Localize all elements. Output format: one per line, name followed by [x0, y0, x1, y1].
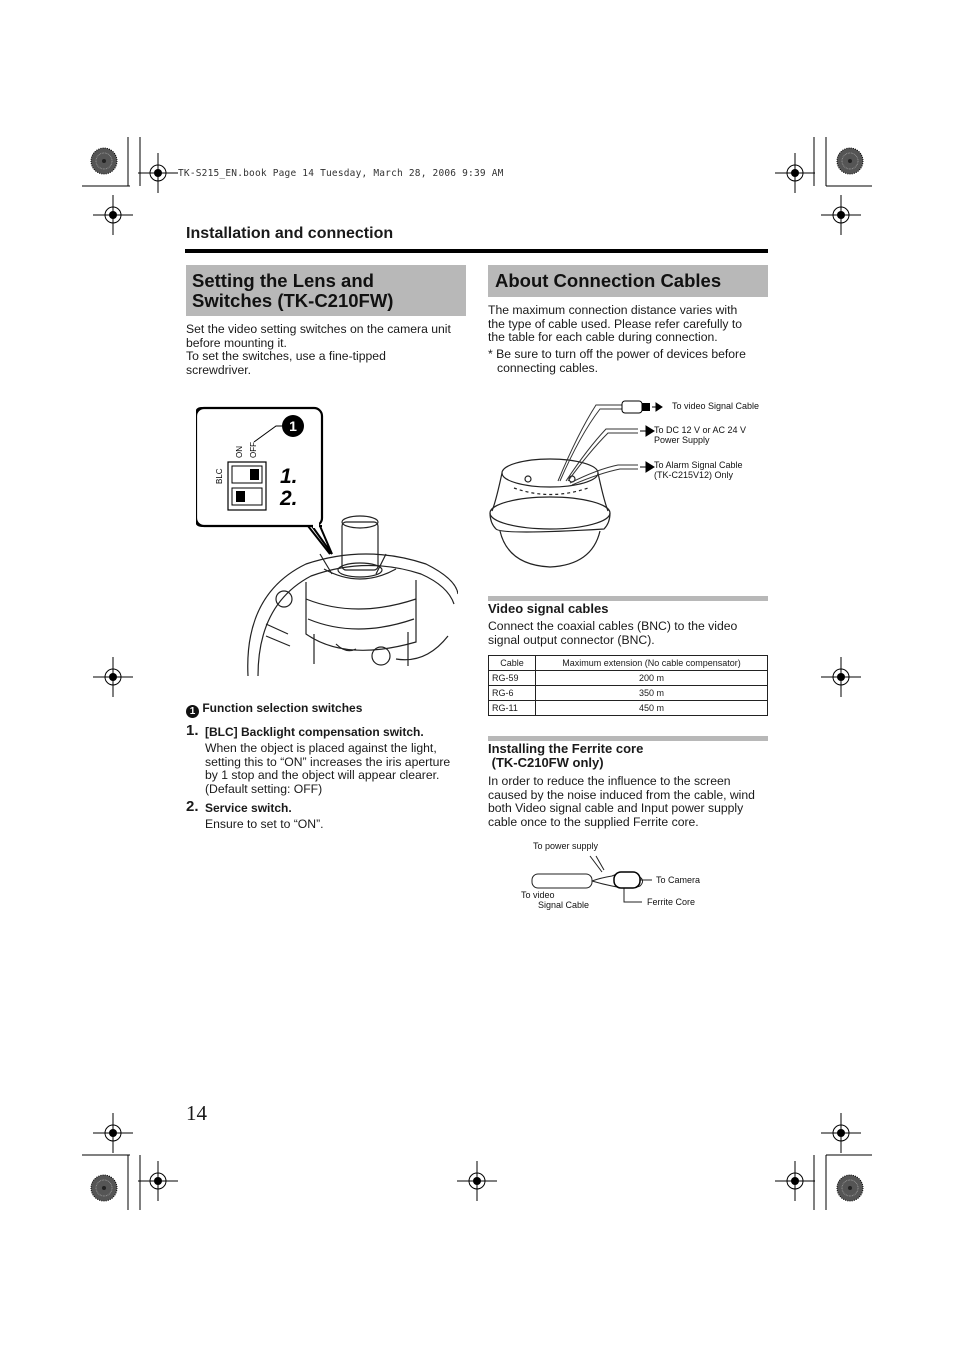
cable-cell: RG-11	[489, 701, 536, 716]
ferrite-body-line: both Video signal cable and Input power supply	[488, 801, 744, 816]
item-1-body	[205, 742, 470, 796]
cable-cell: RG-6	[489, 686, 536, 701]
arrow-video	[652, 403, 662, 411]
cable-table	[488, 655, 768, 716]
alarm-label-line: To Alarm Signal Cable	[654, 460, 743, 470]
lens-intro	[186, 323, 468, 377]
callout-tail	[312, 526, 332, 554]
item-2-number: 2.	[186, 798, 199, 815]
label-to-alarm	[654, 460, 743, 480]
ferrite-heading-line: Installing the Ferrite core	[488, 741, 644, 756]
bnc-connector	[622, 401, 642, 413]
extension-cell: 200 m	[536, 671, 768, 686]
connection-cables-title: About Connection Cables	[495, 270, 722, 291]
label-to-power-supply: To power supply	[533, 841, 599, 851]
power-label-line: To DC 12 V or AC 24 V	[654, 425, 747, 435]
ferrite-body-line: cable once to the supplied Ferrite core.	[488, 814, 699, 829]
item-1-line: (Default setting: OFF)	[205, 781, 323, 796]
callout-number: 1	[289, 418, 297, 434]
table-row	[489, 701, 768, 716]
item-1-title: [BLC] Backlight compensation switch.	[205, 725, 424, 739]
cables-intro-line: the type of cable used. Please refer carefully to	[488, 316, 743, 331]
connection-cables-title-bar	[488, 265, 768, 297]
cables-intro-line: the table for each cable during connection.	[488, 330, 718, 345]
ferrite-core	[614, 872, 640, 888]
page-number: 14	[186, 1101, 207, 1125]
header-max-extension: Maximum extension (No cable compensator)	[536, 656, 768, 671]
cables-intro-line: The maximum connection distance varies with	[488, 303, 738, 317]
video-cables-heading: Video signal cables	[488, 601, 609, 616]
ferrite-body-line: caused by the noise induced from the cable, wind	[488, 787, 755, 802]
function-selection-heading	[186, 702, 362, 718]
intro-line: To set the switches, use a fine-tipped	[186, 349, 386, 364]
extension-cell: 450 m	[536, 701, 768, 716]
arrow-power	[640, 426, 654, 436]
video-cable-label-line: Signal Cable	[538, 900, 590, 910]
ferrite-body-line: In order to reduce the influence to the screen	[488, 774, 731, 788]
step-1-label: 1.	[280, 465, 298, 488]
label-to-video-signal-cable	[521, 890, 589, 910]
ferrite-heading	[488, 742, 643, 770]
function-title: Function selection switches	[202, 701, 363, 715]
header-cable: Cable	[489, 656, 536, 671]
power-label-line: Power Supply	[654, 435, 710, 445]
video-cable-label-line: To video	[521, 890, 555, 900]
off-label: OFF	[249, 442, 258, 458]
switch-2-knob	[236, 491, 245, 502]
switch-1-knob	[250, 469, 259, 480]
section-header: Installation and connection	[186, 225, 394, 242]
label-to-power	[654, 425, 746, 445]
label-to-video-signal: To video Signal Cable	[672, 401, 760, 411]
item-2-title: Service switch.	[205, 801, 292, 815]
table-row	[489, 671, 768, 686]
ferrite-body	[488, 775, 770, 829]
function-number-badge: 1	[186, 705, 199, 718]
table-header-row	[489, 656, 768, 671]
note-line: connecting cables.	[497, 360, 598, 375]
extension-cell: 350 m	[536, 686, 768, 701]
book-info-line: TK-S215_EN.book Page 14 Tuesday, March 28, 2006 9:39 AM	[178, 168, 504, 179]
header-rule	[185, 249, 768, 253]
video-cables-body	[488, 620, 770, 647]
intro-line: screwdriver.	[186, 362, 252, 377]
cable-cell: RG-59	[489, 671, 536, 686]
lens-switches-title	[186, 265, 466, 311]
item-1-line: by 1 stop and the object will appear clearer.	[205, 768, 440, 783]
item-2-body: Ensure to set to “ON”.	[205, 817, 324, 831]
cables-intro	[488, 304, 770, 345]
title-line-1: Setting the Lens and	[192, 270, 374, 291]
lens-switches-title-bar	[186, 265, 466, 316]
bnc-tip	[642, 403, 650, 411]
blc-label: BLC	[215, 468, 224, 484]
table-row	[489, 686, 768, 701]
alarm-label-line: (TK-C215V12) Only	[654, 470, 734, 480]
camera-body-illustration	[248, 516, 458, 676]
video-body-line: Connect the coaxial cables (BNC) to the video	[488, 619, 738, 633]
arrow-alarm	[640, 462, 654, 472]
dome-camera-illustration	[490, 459, 610, 567]
cables-note	[488, 348, 770, 375]
label-ferrite-core: Ferrite Core	[647, 897, 696, 907]
on-label: ON	[235, 446, 244, 458]
intro-line: Set the video setting switches on the camera unit	[186, 322, 451, 336]
item-1-number: 1.	[186, 722, 199, 739]
video-body-line: signal output connector (BNC).	[488, 632, 655, 647]
step-2-label: 2.	[280, 487, 298, 510]
item-1-line: When the object is placed against the light,	[205, 741, 437, 755]
label-to-camera: To Camera	[656, 875, 701, 885]
cable-figure	[488, 393, 768, 573]
title-line-2: Switches (TK-C210FW)	[192, 290, 394, 311]
intro-line: before mounting it.	[186, 335, 287, 350]
ferrite-heading-line: (TK-C210FW only)	[488, 755, 604, 770]
note-line: * Be sure to turn off the power of devices before	[488, 347, 746, 361]
item-1-line: setting this to “ON” increases the iris aperture	[205, 754, 451, 769]
switch-figure	[196, 404, 458, 680]
callout-tail-mask	[313, 523, 319, 528]
